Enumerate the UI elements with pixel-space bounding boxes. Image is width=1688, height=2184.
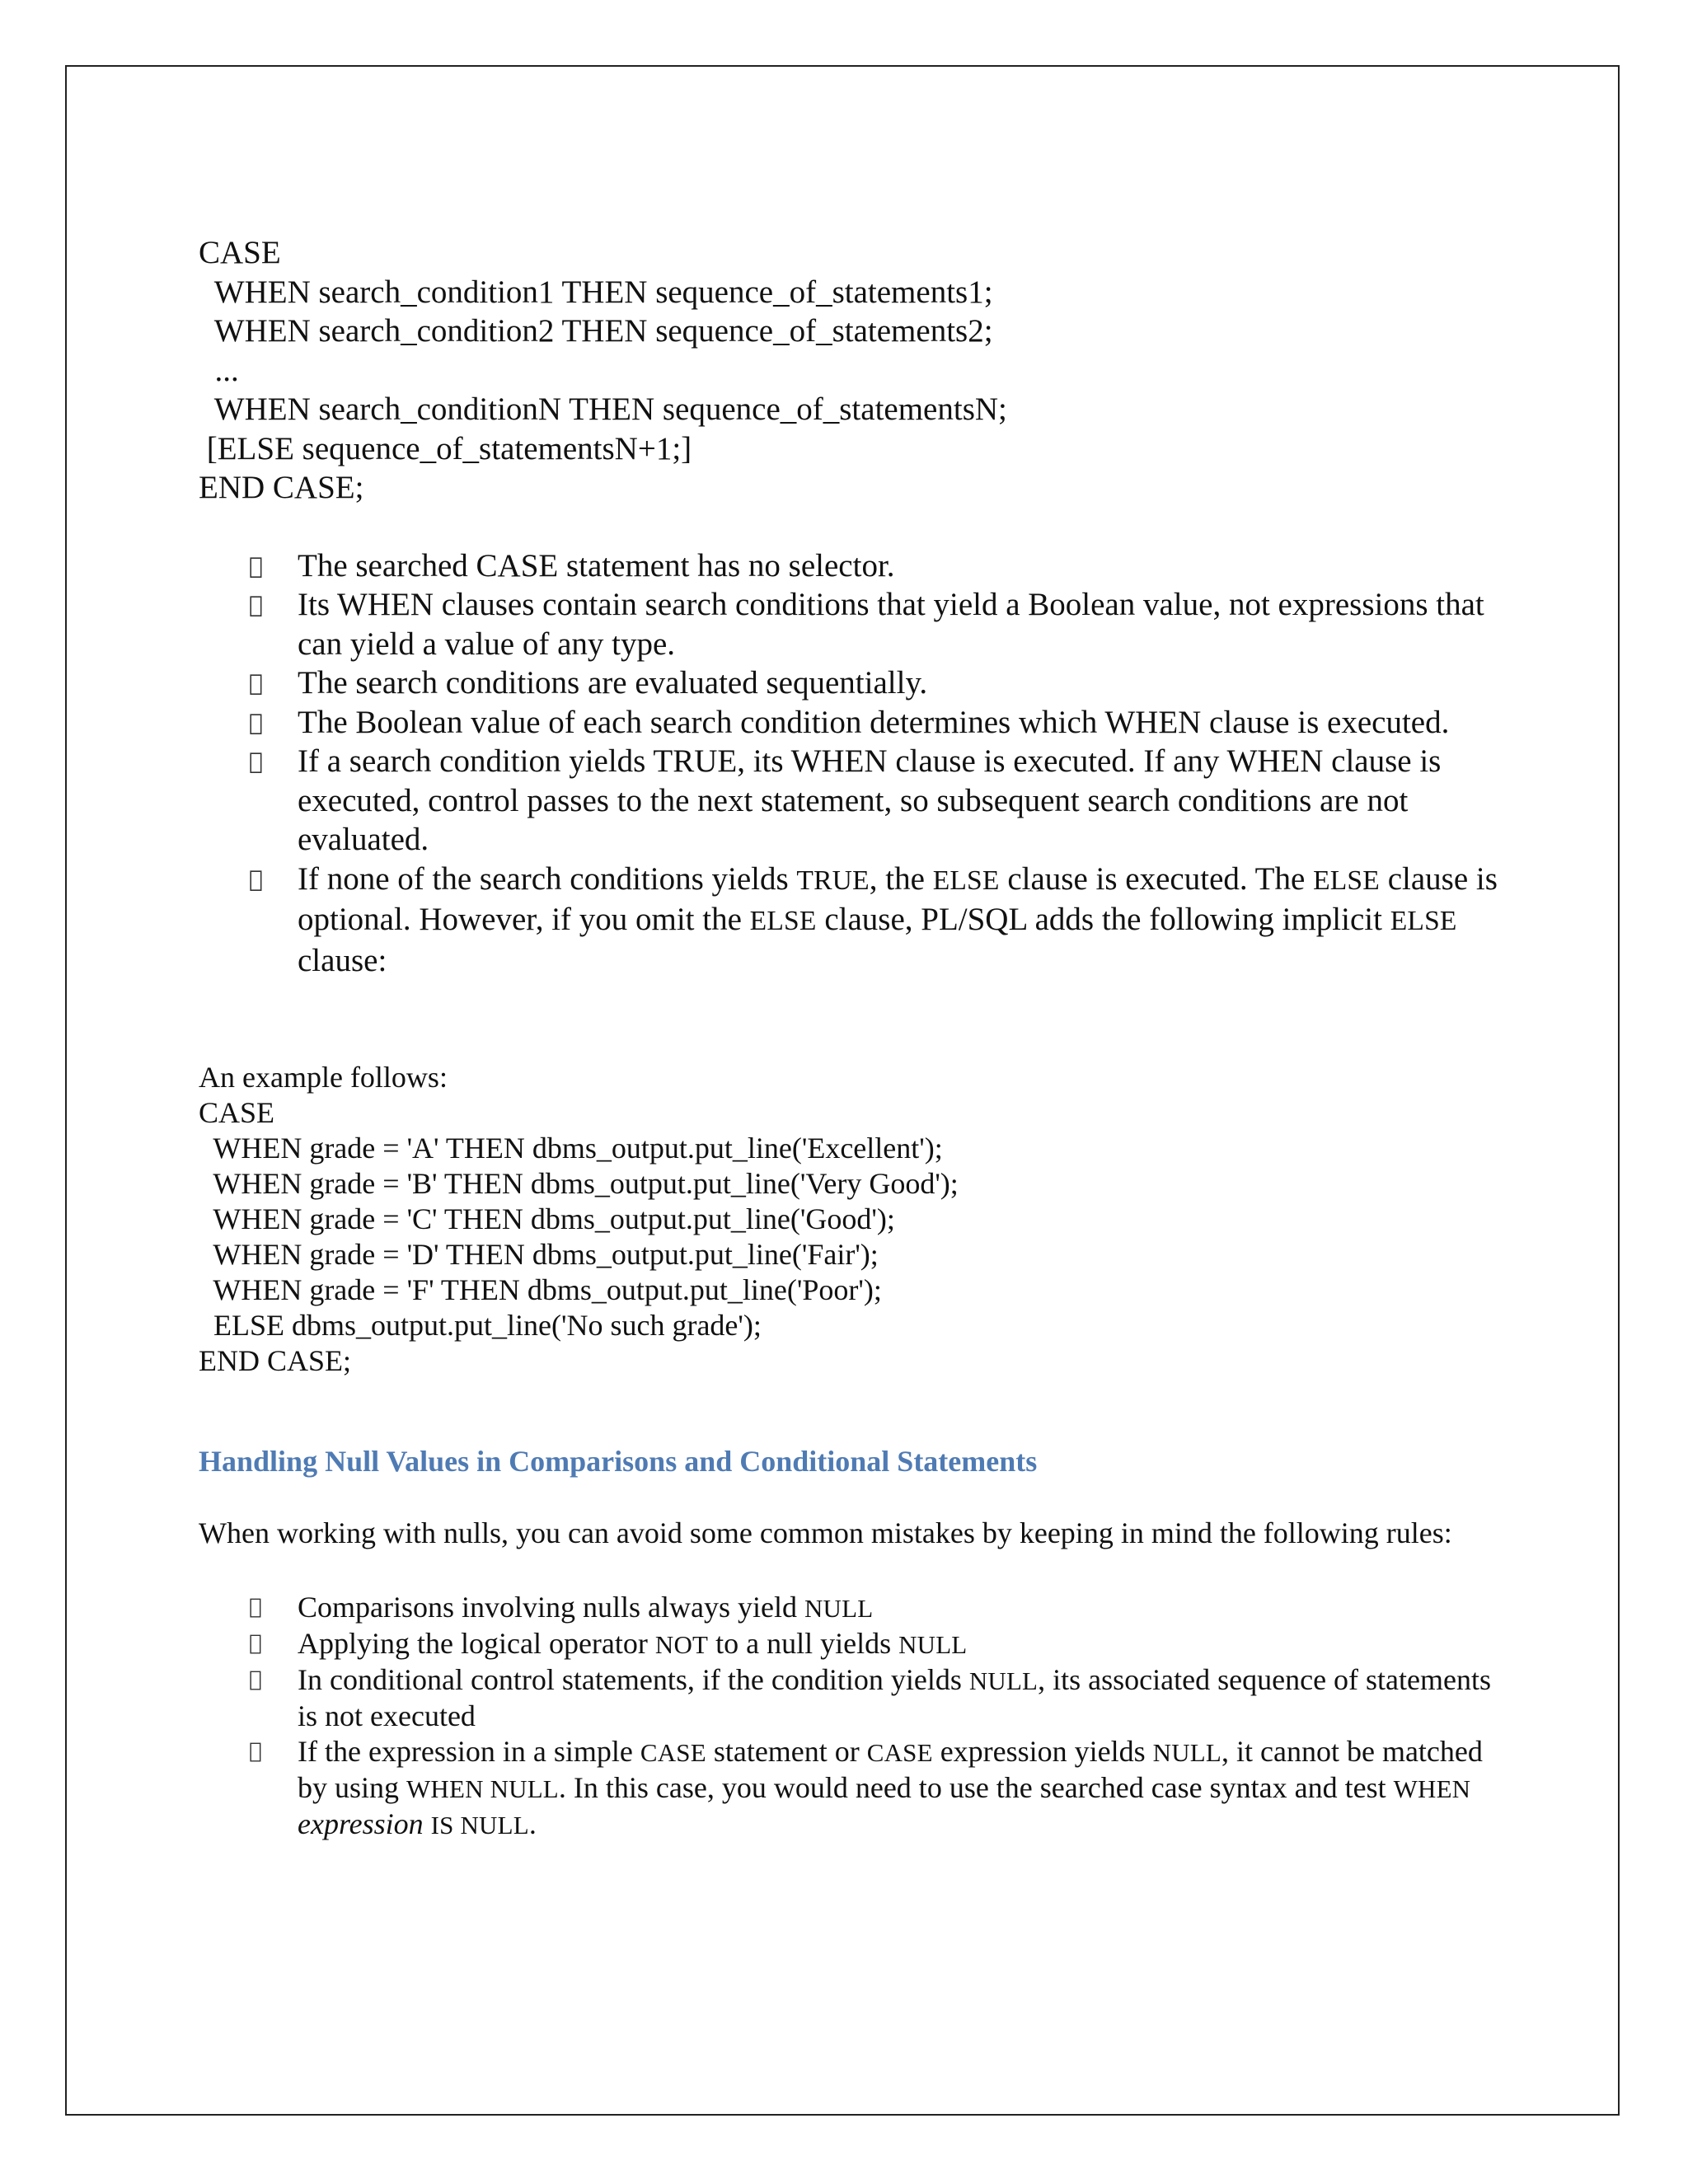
searched-case-syntax	[199, 233, 1493, 508]
code-line: WHEN search_conditionN THEN sequence_of_statementsN;	[199, 391, 1007, 427]
code-keyword: CASE	[866, 1738, 933, 1767]
code-keyword: NOT	[654, 1630, 709, 1659]
document-body	[199, 233, 1498, 1843]
section-heading: Handling Null Values in Comparisons and Conditional Statements	[199, 1445, 1038, 1478]
bullet-icon	[249, 663, 263, 703]
bullet-icon	[249, 1626, 262, 1661]
list-item: In conditional control statements, if the condition yields NULL, its associated sequence of statements is not executed	[199, 1662, 1517, 1734]
code-keyword: NULL	[968, 1666, 1039, 1695]
code-keyword: WHEN NULL	[406, 1774, 559, 1803]
list-item: If none of the search conditions yields TRUE, the ELSE clause is executed. The ELSE clause is optional. However, if you omit the ELSE clause, PL/SQL adds the following implicit ELSE clause:	[199, 860, 1517, 981]
bullet-icon	[249, 546, 263, 586]
bullet-icon	[249, 703, 263, 743]
code-keyword: ELSE	[1390, 906, 1457, 936]
bullet-icon	[249, 1734, 262, 1769]
code-line: WHEN grade = 'D' THEN dbms_output.put_line('Fair');	[199, 1238, 879, 1271]
example-intro: An example follows:	[199, 1061, 448, 1094]
code-line: [ELSE sequence_of_statementsN+1;]	[199, 430, 692, 466]
code-keyword: NULL	[804, 1594, 874, 1623]
code-keyword: WHEN	[1393, 1774, 1471, 1803]
code-keyword: ELSE	[932, 865, 1000, 896]
example-code-block	[199, 1095, 1493, 1379]
null-rules-list	[199, 1590, 1493, 1843]
code-line: WHEN grade = 'B' THEN dbms_output.put_line('Very Good');	[199, 1167, 959, 1200]
code-line: WHEN search_condition2 THEN sequence_of_statements2;	[199, 313, 993, 349]
code-keyword: ELSE	[1313, 865, 1380, 896]
bullet-icon	[249, 1590, 262, 1625]
bullet-icon	[249, 860, 263, 899]
code-line: ELSE dbms_output.put_line('No such grade');	[199, 1309, 762, 1342]
bullet-icon	[249, 742, 263, 781]
bullet-icon	[249, 1662, 262, 1698]
code-line: WHEN grade = 'A' THEN dbms_output.put_line('Excellent');	[199, 1132, 943, 1165]
searched-case-rules-list	[199, 546, 1498, 981]
bullet-icon	[249, 585, 263, 625]
code-line: ...	[199, 352, 239, 388]
section-intro-paragraph: When working with nulls, you can avoid some common mistakes by keeping in mind the following rules:	[199, 1516, 1452, 1549]
list-item: The search conditions are evaluated sequentially.	[199, 663, 1517, 703]
list-item: Its WHEN clauses contain search conditions that yield a Boolean value, not expressions that can yield a value of any type.	[199, 585, 1517, 663]
code-line: CASE	[199, 1096, 275, 1129]
list-item: Applying the logical operator NOT to a null yields NULL	[199, 1626, 1517, 1662]
code-keyword: ELSE	[749, 906, 817, 936]
list-item: If a search condition yields TRUE, its WHEN clause is executed. If any WHEN clause is executed, control passes to the next statement, so subsequent search conditions are not evaluated.	[199, 742, 1517, 860]
list-item: Comparisons involving nulls always yield NULL	[199, 1590, 1517, 1626]
code-line: WHEN grade = 'C' THEN dbms_output.put_line('Good');	[199, 1202, 895, 1235]
code-line: END CASE;	[199, 1344, 352, 1377]
code-line: END CASE;	[199, 470, 364, 505]
code-line: WHEN search_condition1 THEN sequence_of_statements1;	[199, 274, 993, 310]
code-line: CASE	[199, 235, 281, 270]
code-keyword: NULL	[1152, 1738, 1221, 1767]
code-keyword: NULL	[898, 1630, 968, 1659]
code-line: WHEN grade = 'F' THEN dbms_output.put_line('Poor');	[199, 1273, 882, 1306]
code-keyword: CASE	[640, 1738, 706, 1767]
code-keyword: TRUE	[796, 865, 870, 896]
list-item: If the expression in a simple CASE statement or CASE expression yields NULL, it cannot be matched by using WHEN NULL. In this case, you would need to use the searched case syntax and test WHEN expression IS NULL.	[199, 1734, 1517, 1843]
list-item: The searched CASE statement has no selector.	[199, 546, 1517, 586]
placeholder-term: expression	[298, 1807, 424, 1840]
list-item: The Boolean value of each search condition determines which WHEN clause is executed.	[199, 703, 1517, 743]
code-keyword: IS NULL	[430, 1811, 529, 1840]
